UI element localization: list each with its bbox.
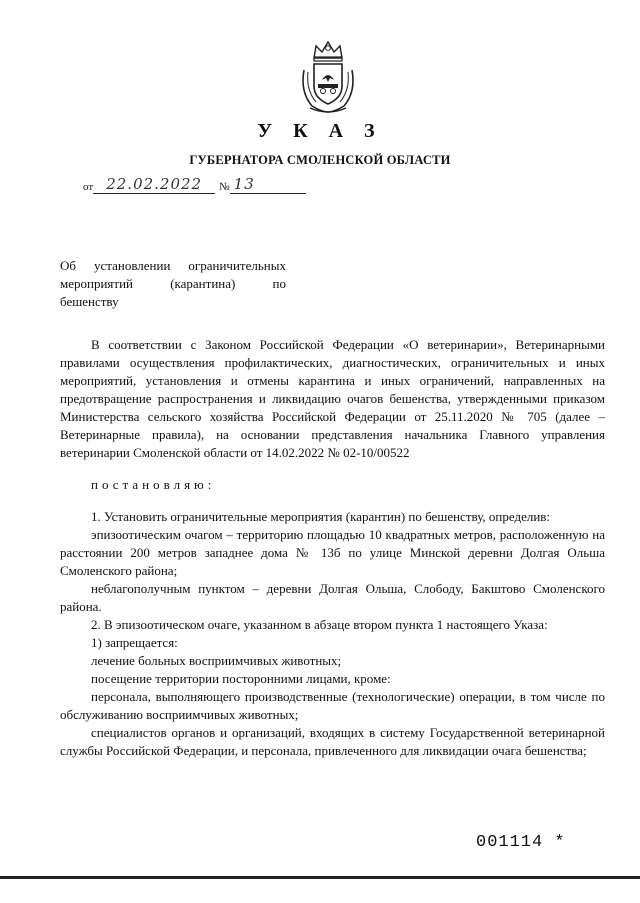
subject-line: мероприятий (карантина) по — [60, 276, 286, 291]
decree-subject — [60, 257, 286, 311]
subject-line: Об установлении ограничительных — [60, 258, 286, 273]
body-paragraph: неблагополучным пунктом – деревни Долгая Ольша, Слободу, Бакштово Смоленского района. — [60, 581, 605, 614]
number-prefix: № — [219, 181, 230, 193]
subject-line: бешенству — [60, 294, 119, 309]
page-bottom-rule — [0, 876, 640, 879]
date-prefix: от — [83, 181, 94, 193]
number-field: 13 — [230, 175, 306, 194]
body-paragraph: 2. В эпизоотическом очаге, указанном в абзаце втором пункта 1 настоящего Указа: — [91, 617, 548, 632]
body-paragraph: специалистов органов и организаций, входящих в систему Государственной ветеринарной службы Российской Федерации, и персонала, привлеченного для ликвидации очага бешенства; — [60, 725, 605, 758]
coat-of-arms-emblem — [296, 40, 360, 114]
document-issuer: ГУБЕРНАТОРА СМОЛЕНСКОЙ ОБЛАСТИ — [189, 153, 451, 167]
date-field: 22.02.2022 — [93, 175, 215, 194]
body-paragraph: персонала, выполняющего производственные (технологические) операции, в том числе по обслуживанию восприимчивых животных; — [60, 689, 605, 722]
document-title: У К А З — [257, 120, 383, 142]
body-paragraph: 1. Установить ограничительные мероприятия (карантин) по бешенству, определив: — [91, 509, 551, 524]
date-number-line — [83, 172, 306, 194]
body-paragraph: лечение больных восприимчивых животных; — [91, 653, 342, 668]
preamble-paragraph: В соответствии с Законом Российской Федерации «О ветеринарии», Ветеринарными правилами осуществления профилактических, диагностических, ограничительных и иных мероприятий, установления и отмены карантина и иных ограничений, направленных на предотвращение распространения и ликвидацию очагов бешенства, утвержденными приказом Министерства сельского хозяйства Российской Федерации от 25.11.2020 № 705 (далее – Ветеринарные правила), на основании представления начальника Главного управления ветеринарии Смоленской области от 14.02.2022 № 02-10/00522 — [60, 337, 605, 460]
decree-word: постановляю: — [91, 477, 216, 492]
body-paragraph: посещение территории посторонними лицами, кроме: — [91, 671, 391, 686]
form-serial-number: 001114 * — [476, 833, 566, 852]
body-paragraph: эпизоотическим очагом – территорию площадью 10 квадратных метров, расположенную на расстоянии 200 метров западнее дома № 13б по улице Минской деревни Долгая Ольша Смоленского района; — [60, 527, 605, 578]
body-paragraph: 1) запрещается: — [91, 635, 178, 650]
decree-body — [60, 336, 605, 760]
